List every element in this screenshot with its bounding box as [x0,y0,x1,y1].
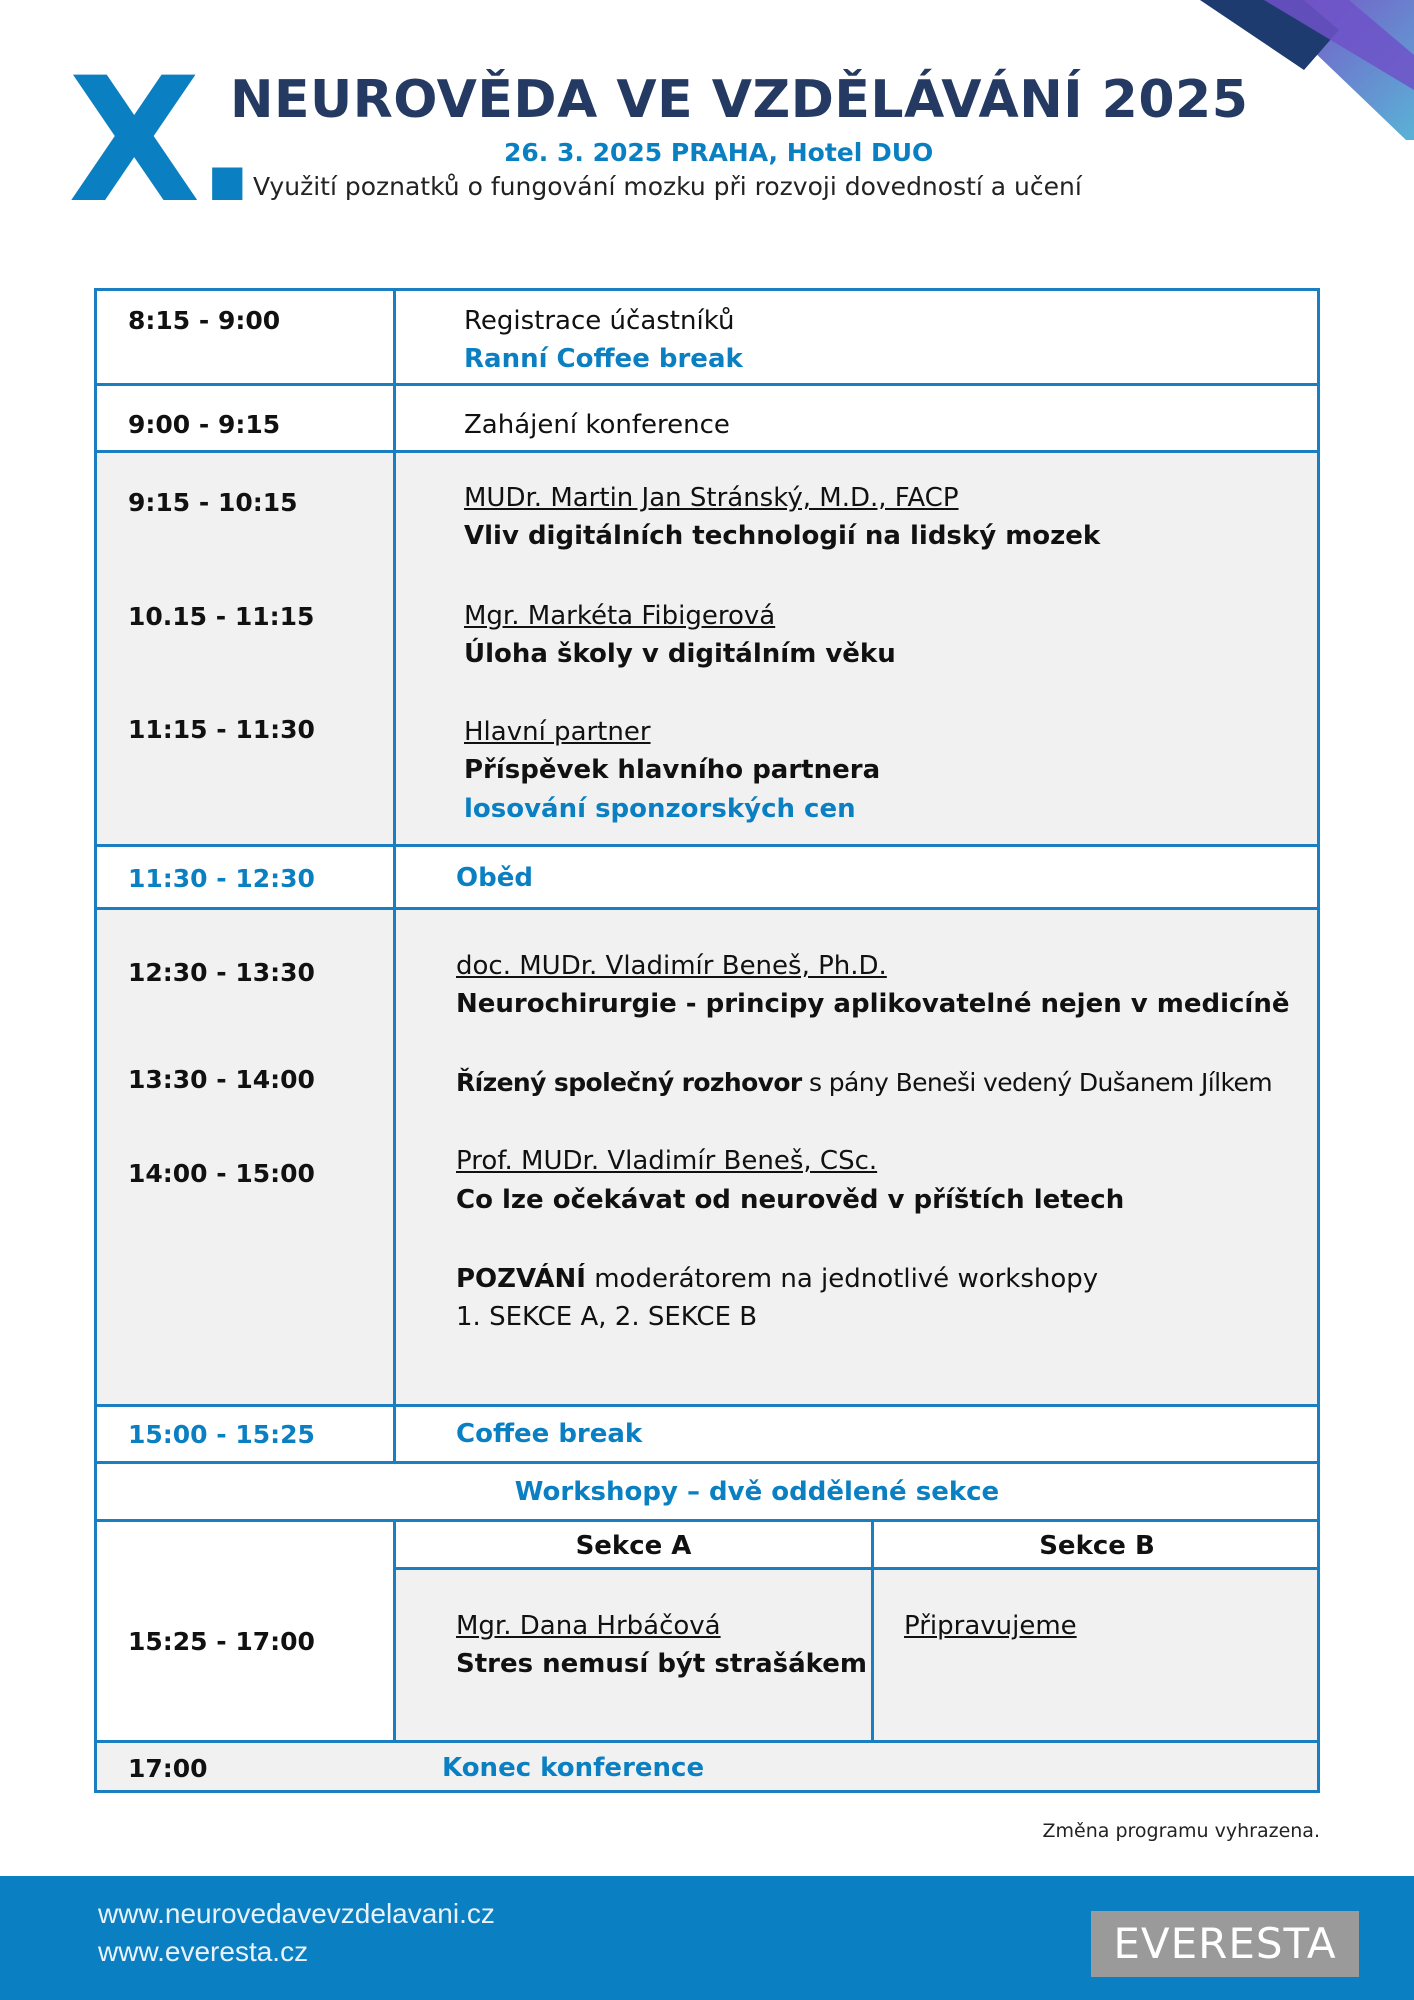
rule [393,288,396,1464]
rule [94,1461,1320,1464]
discussion-title: Řízený společný rozhovor [456,1068,802,1097]
speaker-name: MUDr. Martin Jan Stránský, M.D., FACP [464,483,959,513]
rule [94,1404,1320,1407]
talk-topic: Neurochirurgie - principy aplikovatelné nejen v medicíně [456,989,1290,1019]
program-change-note: Změna programu vyhrazena. [1042,1820,1320,1842]
section-a-label: Sekce A [575,1531,692,1561]
invitation-text [456,1264,1098,1294]
time-slot: 10.15 - 11:15 [128,602,315,631]
rule [94,383,1320,386]
time-lunch: 11:30 - 12:30 [128,864,315,893]
page-title: NEUROVĚDA VE VZDĚLÁVÁNÍ 2025 [230,70,1249,130]
talk-topic: Příspěvek hlavního partnera [464,755,881,785]
time-opening: 9:00 - 9:15 [128,410,281,439]
section-b-status: Připravujeme [904,1611,1077,1641]
speaker-name: doc. MUDr. Vladimír Beneš, Ph.D. [456,951,887,981]
program-table [94,288,1320,1793]
section-b-label: Sekce B [1039,1531,1155,1561]
time-slot: 12:30 - 13:30 [128,958,315,987]
rule [94,288,1320,291]
talk-topic: Vliv digitálních technologií na lidský mozek [464,521,1101,551]
rule [94,1519,1320,1522]
invitation-detail: moderátorem na jednotlivé workshopy [594,1264,1099,1294]
speaker-name: Mgr. Dana Hrbáčová [456,1611,721,1641]
partner-label: Hlavní partner [464,717,651,747]
time-workshops: 15:25 - 17:00 [128,1627,315,1656]
rule [1317,288,1320,1793]
coffee-break-text: Coffee break [456,1419,643,1449]
morning-coffee-break: Ranní Coffee break [464,344,743,374]
talk-topic: Úloha školy v digitálním věku [464,639,896,669]
edition-number: X. [68,40,254,241]
rule [396,1567,1320,1570]
speaker-name: Prof. MUDr. Vladimír Beneš, CSc. [456,1146,878,1176]
time-slot: 11:15 - 11:30 [128,715,315,744]
time-slot: 14:00 - 15:00 [128,1159,315,1188]
speaker-name: Mgr. Markéta Fibigerová [464,601,776,631]
time-registration: 8:15 - 9:00 [128,306,281,335]
event-date-place: 26. 3. 2025 PRAHA, Hotel DUO [504,138,934,167]
time-slot: 9:15 - 10:15 [128,488,298,517]
end-text: Konec konference [442,1753,705,1783]
rule [94,450,1320,453]
event-subtitle: Využití poznatků o fungování mozku při rozvoji dovedností a učení [253,172,1082,201]
lunch-text: Oběd [456,863,533,893]
shade-end [94,1742,1320,1793]
discussion-text [456,1068,1272,1097]
invitation-label: POZVÁNÍ [456,1264,586,1294]
everesta-logo: EVERESTA [1091,1911,1359,1977]
rule [94,1790,1320,1793]
workshops-heading: Workshopy – dvě oddělené sekce [514,1477,1000,1507]
sponsor-draw: losování sponzorských cen [464,794,856,824]
registration-text: Registrace účastníků [464,306,735,336]
time-end: 17:00 [128,1754,208,1783]
opening-text: Zahájení konference [464,410,730,440]
rule [94,907,1320,910]
rule [94,844,1320,847]
rule [94,288,97,1793]
rule [94,1740,1320,1743]
discussion-detail: s pány Beneši vedený Dušanem Jílkem [809,1068,1273,1097]
time-slot: 13:30 - 14:00 [128,1065,315,1094]
website-link[interactable]: www.neurovedavevzdelavani.cz [98,1898,495,1929]
time-coffee: 15:00 - 15:25 [128,1420,315,1449]
talk-topic: Co lze očekávat od neurověd v příštích letech [456,1185,1125,1215]
talk-topic: Stres nemusí být strašákem [456,1649,867,1679]
sections-list: 1. SEKCE A, 2. SEKCE B [456,1302,758,1332]
organizer-link[interactable]: www.everesta.cz [98,1936,309,1967]
